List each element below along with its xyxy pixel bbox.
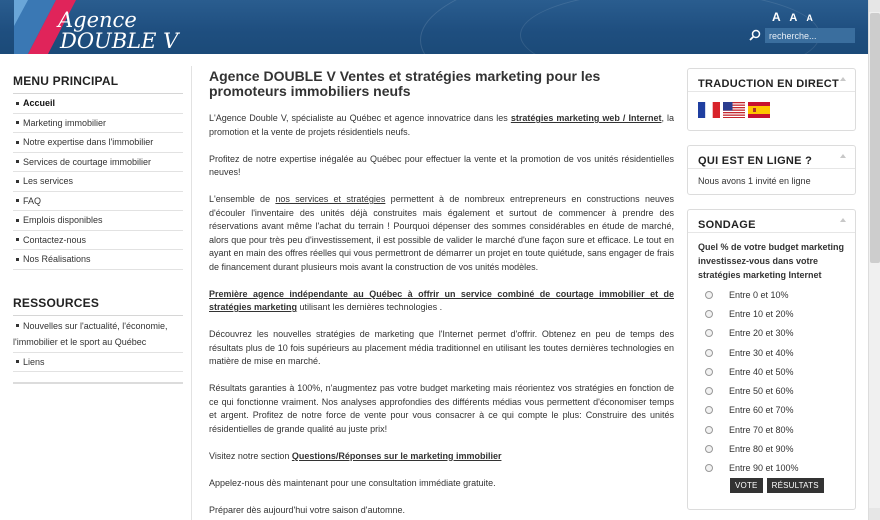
page-title: Agence DOUBLE V Ventes et stratégies marketing pour les promoteurs immobiliers neufs xyxy=(209,68,601,99)
menu-item-courtage[interactable] xyxy=(13,153,183,173)
poll-title: SONDAGE xyxy=(698,219,756,231)
resource-item-liens[interactable] xyxy=(13,353,183,373)
paragraph-text: permettent à de nombreux entrepreneurs en constructions neuves d'écouler l'inventaire des unités déjà construites mais également et surtout de commencer à prendre des réservations avant même l'achat du terrain ! Pourquoi dépenser des sommes considérables en étude de marché, alors que pour très peu d'investissement, il est possible de valider le marché d'une façon sure et efficace. Le tout en ayant en main des offres réelles qui vous permettront de démarrer un projet en toute quiétude, sans engager de frais de financement durant plusieurs mois avant la construction de vos unités modèles. xyxy=(209,194,675,272)
poll-option-label: Entre 90 et 100% xyxy=(729,463,799,474)
poll-option-label: Entre 40 et 50% xyxy=(729,366,794,377)
first-agency-link[interactable]: Première agence indépendante au Québec à offrir un service combiné de courtage immobilier et de stratégies marketing xyxy=(209,288,674,312)
collapse-icon[interactable] xyxy=(840,77,846,81)
spain-flag-icon[interactable] xyxy=(748,102,770,118)
poll-module xyxy=(687,209,856,510)
resources-divider xyxy=(13,382,183,384)
menu-item-label: FAQ xyxy=(23,195,42,206)
results-paragraph: Résultats garanties à 100%, n'augmentez pas votre budget marketing mais réorientez vos stratégies en fonction de ce qui fonctionne vraiment. Nos analyses approfondies des différents médias vous permettent d'économiser temps et argent. Profitez de notre force de vente pour vous consacrer à ce qui compte le plus: Construire des unités résidentielles de grande qualité au juste prix! xyxy=(209,383,674,434)
radio-button[interactable] xyxy=(705,464,713,472)
radio-button[interactable] xyxy=(705,387,713,395)
poll-option-label: Entre 80 et 90% xyxy=(729,444,794,455)
poll-option[interactable] xyxy=(688,420,855,439)
main-menu xyxy=(13,94,183,270)
menu-item-accueil[interactable] xyxy=(13,94,183,114)
faq-paragraph xyxy=(209,450,674,464)
paragraph-text: Visitez notre section xyxy=(209,450,292,461)
paragraph-text: L'Agence Double V, spécialiste au Québec et agence innovatrice dans les xyxy=(209,113,511,123)
translation-header xyxy=(688,69,855,92)
poll-option-label: Entre 50 et 60% xyxy=(729,386,794,397)
menu-item-label: Contactez-nous xyxy=(23,234,87,245)
radio-button[interactable] xyxy=(705,291,713,299)
online-count: Nous avons 1 invité en ligne xyxy=(698,176,811,186)
left-sidebar xyxy=(13,66,183,384)
main-menu-title: MENU PRINCIPAL xyxy=(13,74,183,94)
translation-title: TRADUCTION EN DIRECT xyxy=(698,78,840,90)
menu-item-label: Nos Réalisations xyxy=(23,254,91,264)
search-box xyxy=(748,28,856,43)
intro-paragraph xyxy=(209,112,674,139)
scroll-down-button[interactable] xyxy=(869,508,880,520)
menu-item-label: Emplois disponibles xyxy=(23,215,103,225)
poll-header xyxy=(688,210,855,233)
font-reset-button[interactable]: A xyxy=(789,12,798,24)
menu-item-label: Notre expertise dans l'immobilier xyxy=(23,137,154,147)
poll-option[interactable] xyxy=(688,401,855,420)
paragraph-text: utilisant les dernières technologies . xyxy=(297,302,443,312)
flags xyxy=(688,92,855,118)
poll-option[interactable] xyxy=(688,439,855,458)
header-decoration xyxy=(520,0,820,54)
logo-line-1: Agence xyxy=(58,8,137,32)
radio-button[interactable] xyxy=(705,426,713,434)
poll-option[interactable] xyxy=(688,459,855,478)
radio-button[interactable] xyxy=(705,310,713,318)
bullet-icon xyxy=(16,360,19,363)
first-agency-paragraph xyxy=(209,288,674,315)
poll-option-label: Entre 10 et 20% xyxy=(729,308,794,319)
radio-button[interactable] xyxy=(705,406,713,414)
services-strategies-link[interactable]: nos services et stratégies xyxy=(275,194,386,204)
menu-item-realisations[interactable] xyxy=(13,250,183,270)
bullet-icon xyxy=(16,160,19,163)
bullet-icon xyxy=(16,102,19,105)
resource-item-label: Nouvelles sur l'actualité, l'économie, l'immobilier et le sport au Québec xyxy=(13,320,168,347)
search-icon[interactable] xyxy=(748,29,762,42)
menu-item-services[interactable] xyxy=(13,172,183,192)
resources-title: RESSOURCES xyxy=(13,296,183,316)
menu-item-contact[interactable] xyxy=(13,231,183,251)
poll-option[interactable] xyxy=(688,362,855,381)
faq-marketing-link[interactable]: Questions/Réponses sur le marketing immobilier xyxy=(291,450,502,461)
resource-item-label: Liens xyxy=(23,356,45,367)
poll-option-label: Entre 60 et 70% xyxy=(729,405,794,416)
paragraph-text: L'ensemble de xyxy=(209,194,276,204)
poll-option[interactable] xyxy=(688,285,855,304)
scroll-thumb[interactable] xyxy=(870,13,880,263)
vote-button[interactable]: VOTE xyxy=(730,478,763,493)
resources-menu xyxy=(13,316,183,373)
poll-option[interactable] xyxy=(688,381,855,400)
paragraph-text: , la promotion et la vente de projets résidentiels neufs. xyxy=(209,113,674,137)
resource-item-nouvelles[interactable] xyxy=(13,316,183,353)
scroll-up-button[interactable] xyxy=(869,0,880,12)
online-module xyxy=(687,145,856,195)
online-header xyxy=(688,146,855,169)
bullet-icon xyxy=(16,141,19,144)
menu-item-label: Accueil xyxy=(23,98,56,108)
bullet-icon xyxy=(16,180,19,183)
poll-option-label: Entre 70 et 80% xyxy=(729,424,794,435)
column-divider xyxy=(191,66,192,520)
poll-option[interactable] xyxy=(688,343,855,362)
logo[interactable] xyxy=(58,10,178,52)
site-header xyxy=(0,0,868,54)
poll-option-label: Entre 0 et 10% xyxy=(729,289,789,300)
menu-item-faq[interactable] xyxy=(13,192,183,212)
bullet-icon xyxy=(16,219,19,222)
poll-buttons xyxy=(730,478,855,493)
poll-question: Quel % de votre budget marketing investissez-vous dans votre stratégies marketing Internet xyxy=(698,242,845,280)
online-title: QUI EST EN LIGNE ? xyxy=(698,155,813,167)
radio-button[interactable] xyxy=(705,445,713,453)
menu-item-label: Marketing immobilier xyxy=(23,117,107,128)
logo-line-2: DOUBLE V xyxy=(60,29,179,53)
bullet-icon xyxy=(16,199,19,202)
translation-module xyxy=(687,68,856,131)
menu-item-label: Services de courtage immobilier xyxy=(23,156,152,167)
strategies-paragraph: Découvrez les nouvelles stratégies de marketing que l'Internet permet d'offrir. Obtenez en peu de temps des résultats plus de 10 fois supérieurs au placement média traditionnel en utilisant les toutes dernières technologies en matière de mise en marché. xyxy=(209,329,674,366)
collapse-icon[interactable] xyxy=(840,154,846,158)
page-scrollbar[interactable] xyxy=(868,0,880,520)
season-paragraph: Préparer dès aujourd'hui votre saison d'automne. xyxy=(209,504,406,515)
menu-item-marketing-immobilier[interactable] xyxy=(13,114,183,134)
call-paragraph: Appelez-nous dès maintenant pour une consultation immédiate gratuite. xyxy=(209,477,496,488)
font-increase-button[interactable]: A xyxy=(772,10,781,24)
france-flag-icon[interactable] xyxy=(698,102,720,118)
poll-option[interactable] xyxy=(688,324,855,343)
menu-item-emplois[interactable] xyxy=(13,211,183,231)
main-content xyxy=(209,69,674,520)
poll-options xyxy=(688,285,855,478)
radio-button[interactable] xyxy=(705,349,713,357)
bullet-icon xyxy=(16,121,19,124)
poll-option-label: Entre 30 et 40% xyxy=(729,347,794,358)
poll-option[interactable] xyxy=(688,304,855,323)
collapse-icon[interactable] xyxy=(840,218,846,222)
marketing-web-link[interactable]: stratégies marketing web / Internet xyxy=(510,113,662,123)
menu-item-expertise[interactable] xyxy=(13,133,183,153)
bullet-icon xyxy=(16,258,19,261)
radio-button[interactable] xyxy=(705,368,713,376)
font-size-controls xyxy=(772,10,819,24)
radio-button[interactable] xyxy=(705,329,713,337)
menu-item-label: Les services xyxy=(23,176,74,186)
search-input[interactable] xyxy=(765,28,855,43)
bullet-icon xyxy=(16,238,19,241)
font-decrease-button[interactable]: A xyxy=(806,13,813,23)
poll-option-label: Entre 20 et 30% xyxy=(729,328,794,339)
bullet-icon xyxy=(16,324,19,327)
usa-flag-icon[interactable] xyxy=(723,102,745,118)
expertise-paragraph: Profitez de notre expertise inégalée au Québec pour effectuer la vente et la promotion de vos unités résidentielles neuves! xyxy=(209,153,674,177)
results-button[interactable]: RÉSULTATS xyxy=(767,478,824,493)
services-paragraph xyxy=(209,193,674,274)
